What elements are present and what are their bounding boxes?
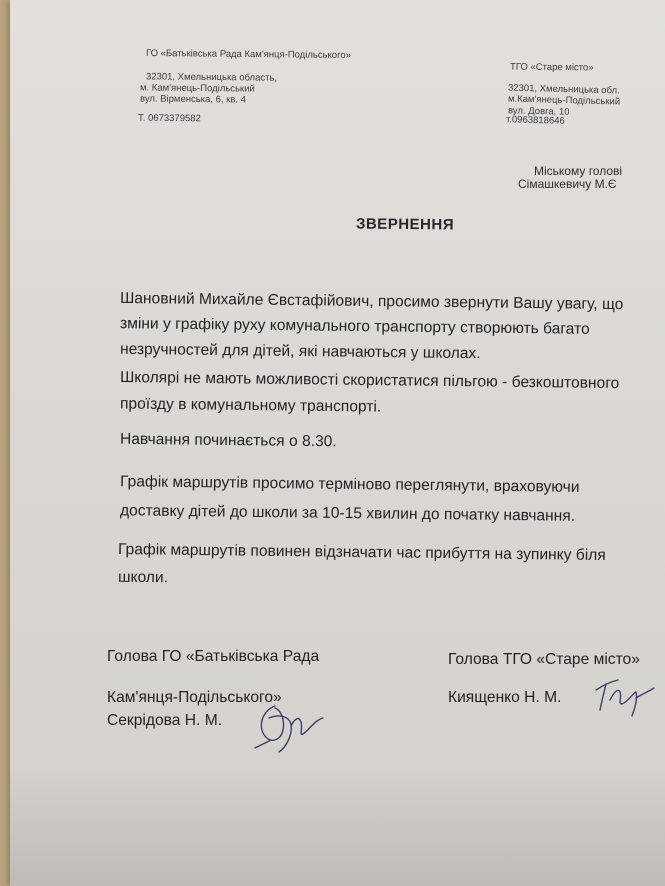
sender-right-org: ТГО «Старе місто»: [509, 61, 594, 74]
body-line-2: зміни у графіку руху комунального транспорту створюють багато: [119, 315, 590, 338]
signature-right-name: Киященко Н. М.: [448, 689, 562, 706]
document-title: ЗВЕРНЕННЯ: [355, 215, 455, 234]
signature-left-title-line1: Голова ГО «Батьківська Рада: [107, 648, 320, 665]
sender-left-address-line2: м. Кам'янець-Подільський: [139, 82, 255, 95]
signature-right-title: Голова ТГО «Старе місто»: [448, 651, 640, 668]
signature-left-title-line2: Кам'янця-Подільського»: [107, 689, 282, 706]
body-line-4: Школярі не мають можливості скористатися пільгою - безкоштовного: [119, 368, 620, 393]
body-line-1: Шановний Михайле Євстафійович, просимо звернути Вашу увагу, що: [119, 289, 624, 314]
handwritten-signature-left: [245, 696, 330, 756]
handwritten-signature-right: [588, 670, 658, 720]
sender-left-phone: Т. 0673379582: [137, 112, 201, 125]
signature-left-name: Секрідова Н. М.: [107, 712, 223, 729]
sender-right-phone: т.0963818646: [505, 114, 565, 127]
sender-left-address-line3: вул. Вірменська, 6, кв. 4: [139, 93, 247, 106]
body-line-5: проїзду в комунальному транспорті.: [119, 395, 382, 416]
body-line-6: Навчання починається о 8.30.: [119, 430, 337, 451]
body-line-10: школи.: [117, 568, 169, 587]
sender-right-address-line3: вул. Довга, 10: [507, 105, 570, 118]
sender-right-address-line1: 32301, Хмельницька обл.: [507, 82, 620, 97]
body-line-3: незручностей для дітей, які навчаються у школах.: [119, 340, 481, 363]
sender-right-address-line2: м.Кам'янець-Подільський: [507, 93, 621, 108]
body-line-7: Графік маршрутів просимо терміново переглянути, враховуючи: [119, 473, 580, 496]
sender-left-org: ГО «Батьківська Рада Кам'янця-Подільського»: [145, 47, 351, 62]
document-page: [10, 0, 665, 886]
addressee-line1: Міському голові: [534, 164, 623, 178]
body-line-8: доставку дітей до школи за 10-15 хвилин до початку навчання.: [119, 502, 576, 525]
addressee-line2: Сімашкевичу М.Є: [518, 177, 617, 191]
sender-left-address-line1: 32301, Хмельницька область,: [145, 71, 278, 84]
body-line-9: Графік маршрутів повинен відзначати час прибуття на зупинку біля: [117, 541, 606, 564]
